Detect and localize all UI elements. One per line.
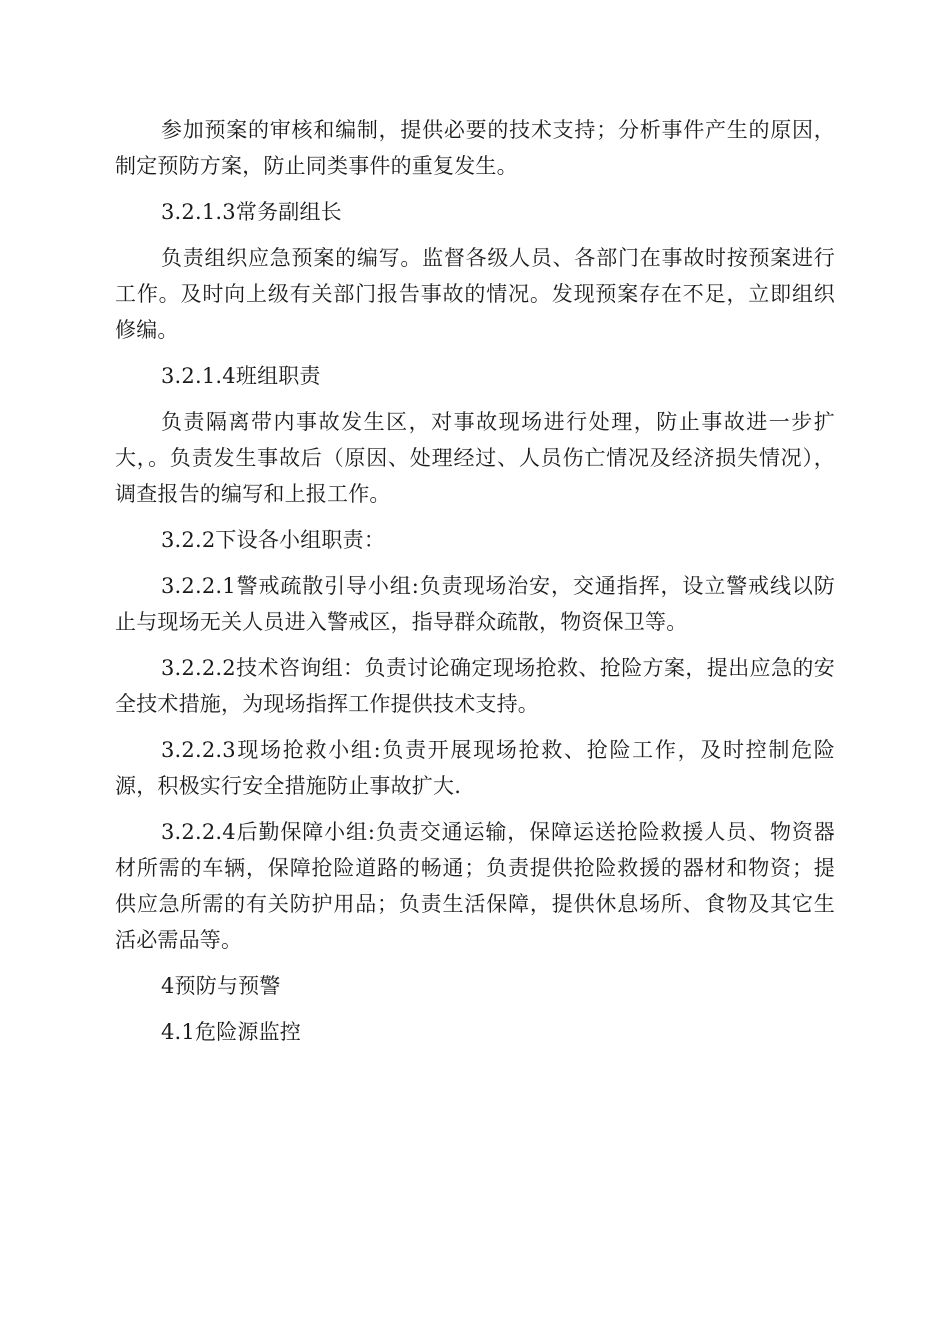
- section-heading-3-2-2: 3.2.2下设各小组职责：: [161, 528, 386, 552]
- paragraph-team-duties: 负责隔离带内事故发生区，对事故现场进行处理，防止事故进一步扩大，。负责发生事故后（原因、处理经过、人员伤亡情况及经济损失情况），调查报告的编写和上报工作。: [115, 410, 835, 506]
- paragraph-3-2-2-3: 3.2.2.3现场抢救小组:负责开展现场抢救、抢险工作，及时控制危险源，积极实行安全措施防止事故扩大.: [115, 738, 835, 798]
- paragraph-3-2-2-4: 3.2.2.4后勤保障小组:负责交通运输，保障运送抢险救援人员、物资器材所需的车辆，保障抢险道路的畅通；负责提供抢险救援的器材和物资；提供应急所需的有关防护用品；负责生活保障，提供休息场所、食物及其它生活必需品等。: [115, 820, 835, 952]
- section-heading-4-1: 4.1危险源监控: [161, 1020, 301, 1044]
- paragraph-plan-review: 参加预案的审核和编制，提供必要的技术支持；分析事件产生的原因，制定预防方案，防止同类事件的重复发生。: [115, 118, 835, 178]
- section-heading-4: 4预防与预警: [161, 974, 281, 998]
- paragraph-3-2-2-2: 3.2.2.2技术咨询组：负责讨论确定现场抢救、抢险方案，提出应急的安全技术措施，为现场指挥工作提供技术支持。: [115, 656, 835, 716]
- section-heading-3-2-1-3: 3.2.1.3常务副组长: [161, 200, 342, 224]
- section-heading-3-2-1-4: 3.2.1.4班组职责: [161, 364, 321, 388]
- document-body: [115, 112, 835, 1060]
- paragraph-deputy-leader-duties: 负责组织应急预案的编写。监督各级人员、各部门在事故时按预案进行工作。及时向上级有关部门报告事故的情况。发现预案存在不足，立即组织修编。: [115, 246, 835, 342]
- paragraph-3-2-2-1: 3.2.2.1警戒疏散引导小组:负责现场治安，交通指挥，设立警戒线以防止与现场无关人员进入警戒区，指导群众疏散，物资保卫等。: [115, 574, 835, 634]
